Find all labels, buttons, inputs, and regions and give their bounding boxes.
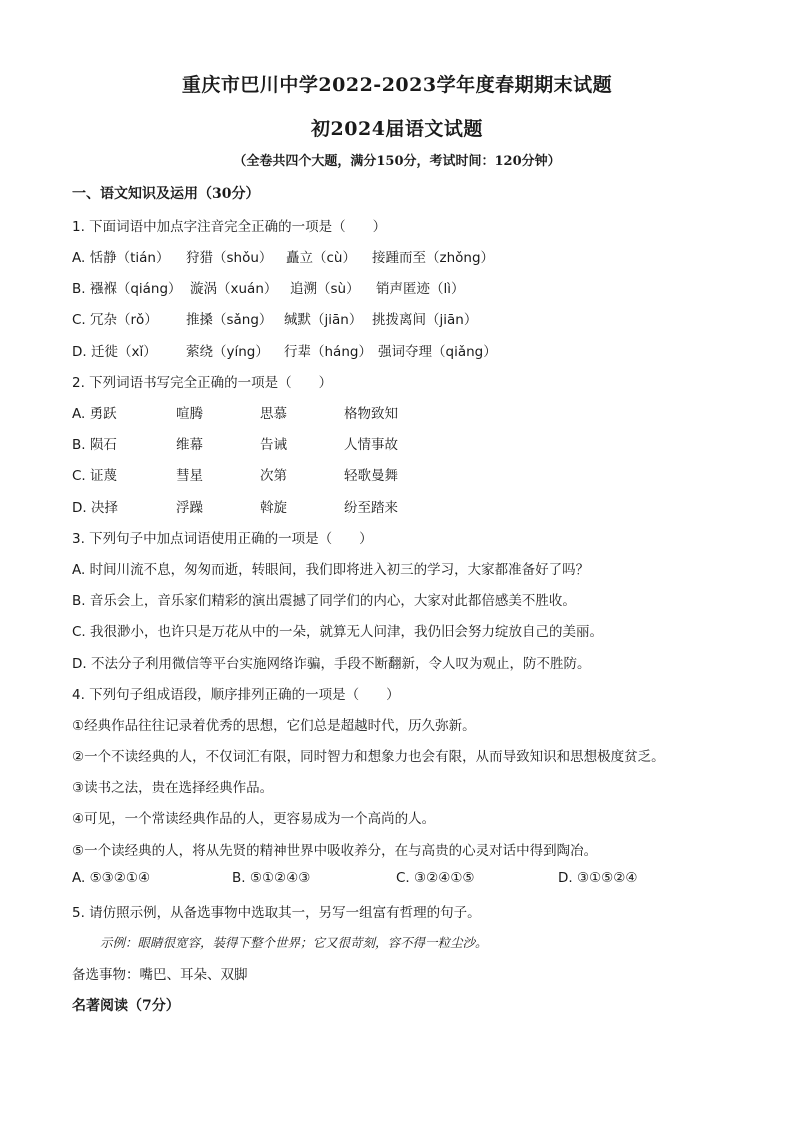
choices-text: 备选事物：嘴巴、耳朵、双脚 [72, 967, 248, 983]
option-cell: 矗立（cù） [286, 250, 356, 266]
option-cell: 思慕 [260, 406, 287, 422]
option-cell: 萦绕（yíng） [186, 344, 269, 360]
option-cell: A. 勇跃 [72, 406, 117, 422]
sentence-line: ⑤一个读经典的人，将从先贤的精神世界中吸收养分，在与高贵的心灵对话中得到陶冶。 [72, 843, 598, 859]
option-cell: 维幕 [176, 437, 203, 453]
option-cell: 喧腾 [176, 406, 203, 422]
sentence-line: ②一个不读经典的人，不仅词汇有限，同时智力和想象力也会有限，从而导致知识和思想极度贫乏。 [72, 749, 665, 765]
option-cell: 缄默（jiān） [284, 312, 363, 328]
option-cell: D. 决择 [72, 500, 118, 516]
option-cell: 行辈（háng） [284, 344, 372, 360]
option-cell: 漩涡（xuán） [190, 281, 278, 297]
option-cell: 次第 [260, 468, 287, 484]
section-heading: 一、语文知识及运用（30分） [72, 186, 260, 202]
exam-note: （全卷共四个大题，满分150分，考试时间：120分钟） [233, 154, 561, 169]
question-stem: 5. 请仿照示例，从备选事物中选取其一，另写一组富有哲理的句子。 [72, 905, 481, 921]
option-cell: 斡旋 [260, 500, 287, 516]
option-cell: 彗星 [176, 468, 203, 484]
option-cell: C. ③②④①⑤ [396, 870, 475, 886]
sentence-line: ④可见，一个常读经典作品的人，更容易成为一个高尚的人。 [72, 811, 436, 827]
option-cell: 追溯（sù） [290, 281, 360, 297]
option-cell: B. ⑤①②④③ [232, 870, 311, 886]
option-line: C. 我很渺小，也许只是万花从中的一朵，就算无人问津，我仍旧会努力绽放自己的美丽。 [72, 624, 604, 640]
exam-title: 重庆市巴川中学2022-2023学年度春期期末试题 [181, 74, 613, 96]
example-text: 示例：眼睛很宽容，装得下整个世界；它又很苛刻，容不得一粒尘沙。 [100, 935, 488, 950]
option-cell: 挑拨离间（jiān） [372, 312, 478, 328]
option-cell: D. 迁徙（xǐ） [72, 344, 157, 360]
option-cell: 强词夺理（qiǎng） [378, 344, 497, 360]
option-cell: 接踵而至（zhǒng） [372, 250, 495, 266]
option-cell: 浮躁 [176, 500, 203, 516]
question-stem: 1. 下面词语中加点字注音完全正确的一项是（ ） [72, 219, 387, 235]
option-cell: A. ⑤③②①④ [72, 870, 151, 886]
question-stem: 4. 下列句子组成语段，顺序排列正确的一项是（ ） [72, 687, 400, 703]
exam-subtitle: 初2024届语文试题 [311, 118, 483, 140]
option-cell: A. 恬静（tián） [72, 250, 170, 266]
option-cell: 轻歌曼舞 [344, 468, 398, 484]
option-cell: C. 证蔑 [72, 468, 118, 484]
option-cell: B. 陨石 [72, 437, 117, 453]
option-cell: 狩猎（shǒu） [186, 250, 273, 266]
option-cell: 人情事故 [344, 437, 398, 453]
section-heading: 名著阅读（7分） [72, 998, 180, 1014]
option-line: D. 不法分子利用微信等平台实施网络诈骗，手段不断翻新，令人叹为观止，防不胜防。 [72, 656, 591, 672]
option-line: B. 音乐会上，音乐家们精彩的演出震撼了同学们的内心，大家对此都倍感美不胜收。 [72, 593, 576, 609]
question-stem: 2. 下列词语书写完全正确的一项是（ ） [72, 375, 333, 391]
option-cell: D. ③①⑤②④ [558, 870, 638, 886]
option-cell: 纷至踏来 [344, 500, 398, 516]
question-stem: 3. 下列句子中加点词语使用正确的一项是（ ） [72, 531, 373, 547]
option-line: A. 时间川流不息，匆匆而逝，转眼间，我们即将进入初三的学习，大家都准备好了吗？ [72, 562, 590, 578]
option-cell: C. 冗杂（rǒ） [72, 312, 158, 328]
option-cell: 格物致知 [344, 406, 398, 422]
sentence-line: ①经典作品往往记录着优秀的思想，它们总是超越时代，历久弥新。 [72, 718, 476, 734]
option-cell: 销声匿迹（lì） [376, 281, 465, 297]
sentence-line: ③读书之法，贵在选择经典作品。 [72, 780, 274, 796]
option-cell: 推搡（sǎng） [186, 312, 273, 328]
option-cell: B. 襁褓（qiáng） [72, 281, 182, 297]
option-cell: 告诫 [260, 437, 287, 453]
